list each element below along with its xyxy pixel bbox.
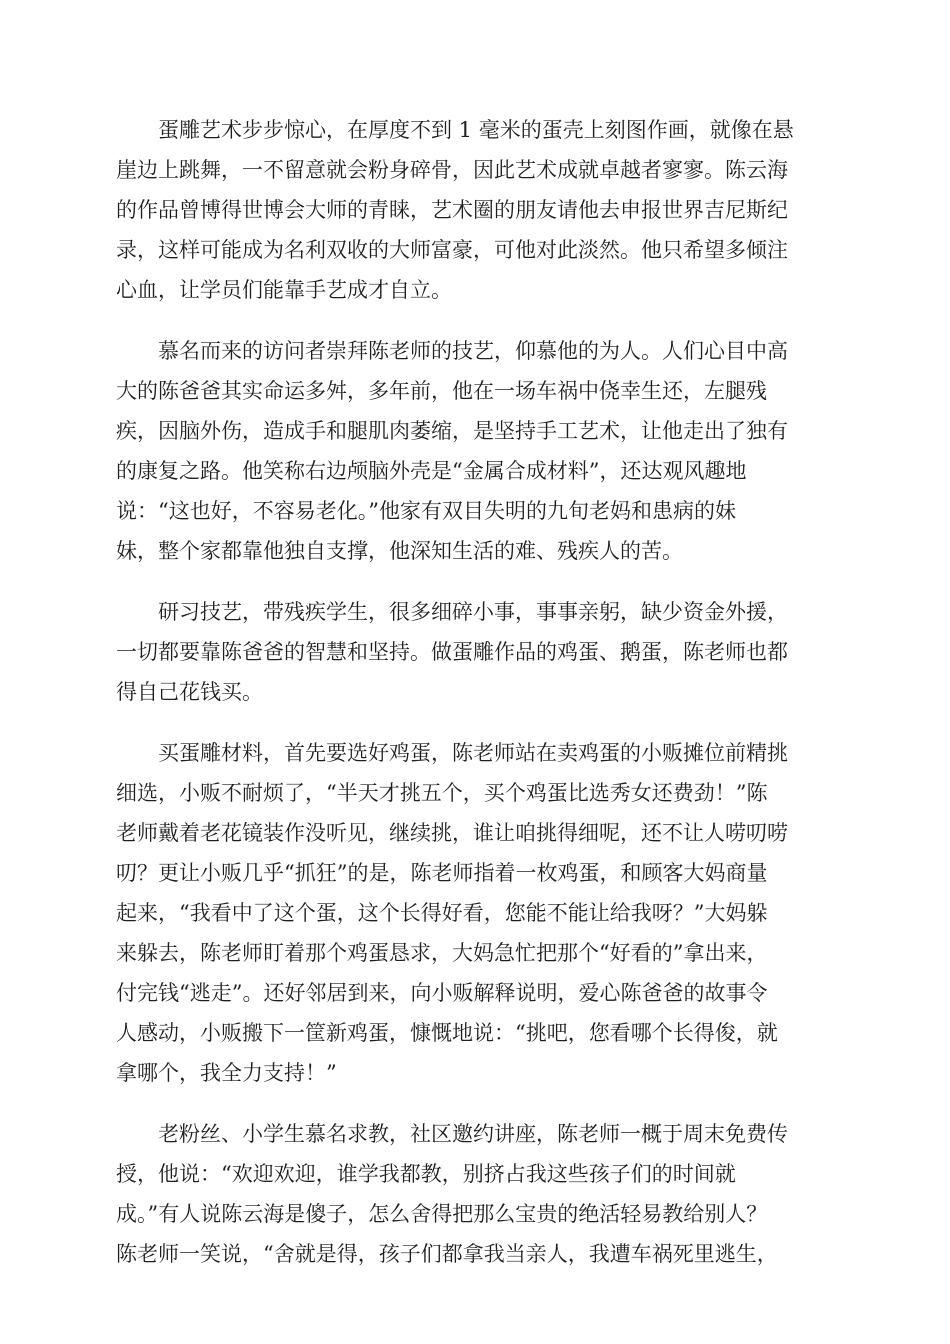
text-line: 慕名而来的访问者崇拜陈老师的技艺，仰慕他的为人。人们心目中高 — [116, 339, 788, 363]
text-line: 成。”有人说陈云海是傻子，怎么舍得把那么宝贵的绝活轻易教给别人？ — [116, 1202, 768, 1226]
text-line: 的康复之路。他笑称右边颅脑外壳是“金属合成材料”，还达观风趣地 — [116, 459, 747, 483]
text-line: 说：“这也好，不容易老化。”他家有双目失明的九旬老妈和患病的妹 — [116, 499, 736, 523]
article-body — [116, 110, 834, 1295]
text-line: 心血，让学员们能靠手艺成才自立。 — [116, 278, 452, 302]
text-line: 老粉丝、小学生慕名求教，社区邀约讲座，陈老师一概于周末免费传 — [116, 1122, 788, 1146]
text-line: 付完钱“逃走”。还好邻居到来，向小贩解释说明，爱心陈爸爸的故事令 — [116, 981, 768, 1005]
text-line: 研习技艺，带残疾学生，很多细碎小事，事事亲躬，缺少资金外援， — [116, 600, 788, 624]
text-line: 录，这样可能成为名利双收的大师富豪，可他对此淡然。他只希望多倾注 — [116, 238, 788, 262]
text-line: 买蛋雕材料，首先要选好鸡蛋，陈老师站在卖鸡蛋的小贩摊位前精挑 — [116, 741, 788, 765]
text-line: 蛋雕艺术步步惊心，在厚度不到 1 毫米的蛋壳上刻图作画，就像在悬 — [116, 118, 794, 142]
text-line: 授，他说：“欢迎欢迎，谁学我都教，别挤占我这些孩子们的时间就 — [116, 1162, 736, 1186]
paragraph-1 — [116, 110, 834, 310]
text-line: 拿哪个，我全力支持！” — [116, 1061, 337, 1085]
text-line: 得自己花钱买。 — [116, 680, 263, 704]
paragraph-2 — [116, 331, 834, 571]
text-line: 细选，小贩不耐烦了，“半天才挑五个，买个鸡蛋比选秀女还费劲！”陈 — [116, 781, 768, 805]
text-line: 大的陈爸爸其实命运多舛，多年前，他在一场车祸中侥幸生还，左腿残 — [116, 379, 767, 403]
text-line: 一切都要靠陈爸爸的智慧和坚持。做蛋雕作品的鸡蛋、鹅蛋，陈老师也都 — [116, 640, 788, 664]
text-line: 叨？更让小贩几乎“抓狂”的是，陈老师指着一枚鸡蛋，和顾客大妈商量 — [116, 861, 768, 885]
text-line: 陈老师一笑说，“舍就是得，孩子们都拿我当亲人，我遭车祸死里逃生， — [116, 1242, 778, 1266]
text-line: 疾，因脑外伤，造成手和腿肌肉萎缩，是坚持手工艺术，让他走出了独有 — [116, 419, 788, 443]
text-line: 人感动，小贩搬下一筐新鸡蛋，慷慨地说：“挑吧，您看哪个长得俊，就 — [116, 1021, 778, 1045]
text-line: 来躲去，陈老师盯着那个鸡蛋恳求，大妈急忙把那个“好看的”拿出来， — [116, 941, 768, 965]
text-line: 起来，“我看中了这个蛋，这个长得好看，您能不能让给我呀？”大妈躲 — [116, 901, 768, 925]
paragraph-3 — [116, 592, 834, 712]
text-line: 崖边上跳舞，一不留意就会粉身碎骨，因此艺术成就卓越者寥寥。陈云海 — [116, 158, 788, 182]
paragraph-5 — [116, 1114, 834, 1274]
paragraph-4 — [116, 733, 834, 1093]
text-line: 的作品曾博得世博会大师的青睐，艺术圈的朋友请他去申报世界吉尼斯纪 — [116, 198, 788, 222]
text-line: 老师戴着老花镜装作没听见，继续挑，谁让咱挑得细呢，还不让人唠叨唠 — [116, 821, 788, 845]
text-line: 妹，整个家都靠他独自支撑，他深知生活的难、残疾人的苦。 — [116, 539, 683, 563]
